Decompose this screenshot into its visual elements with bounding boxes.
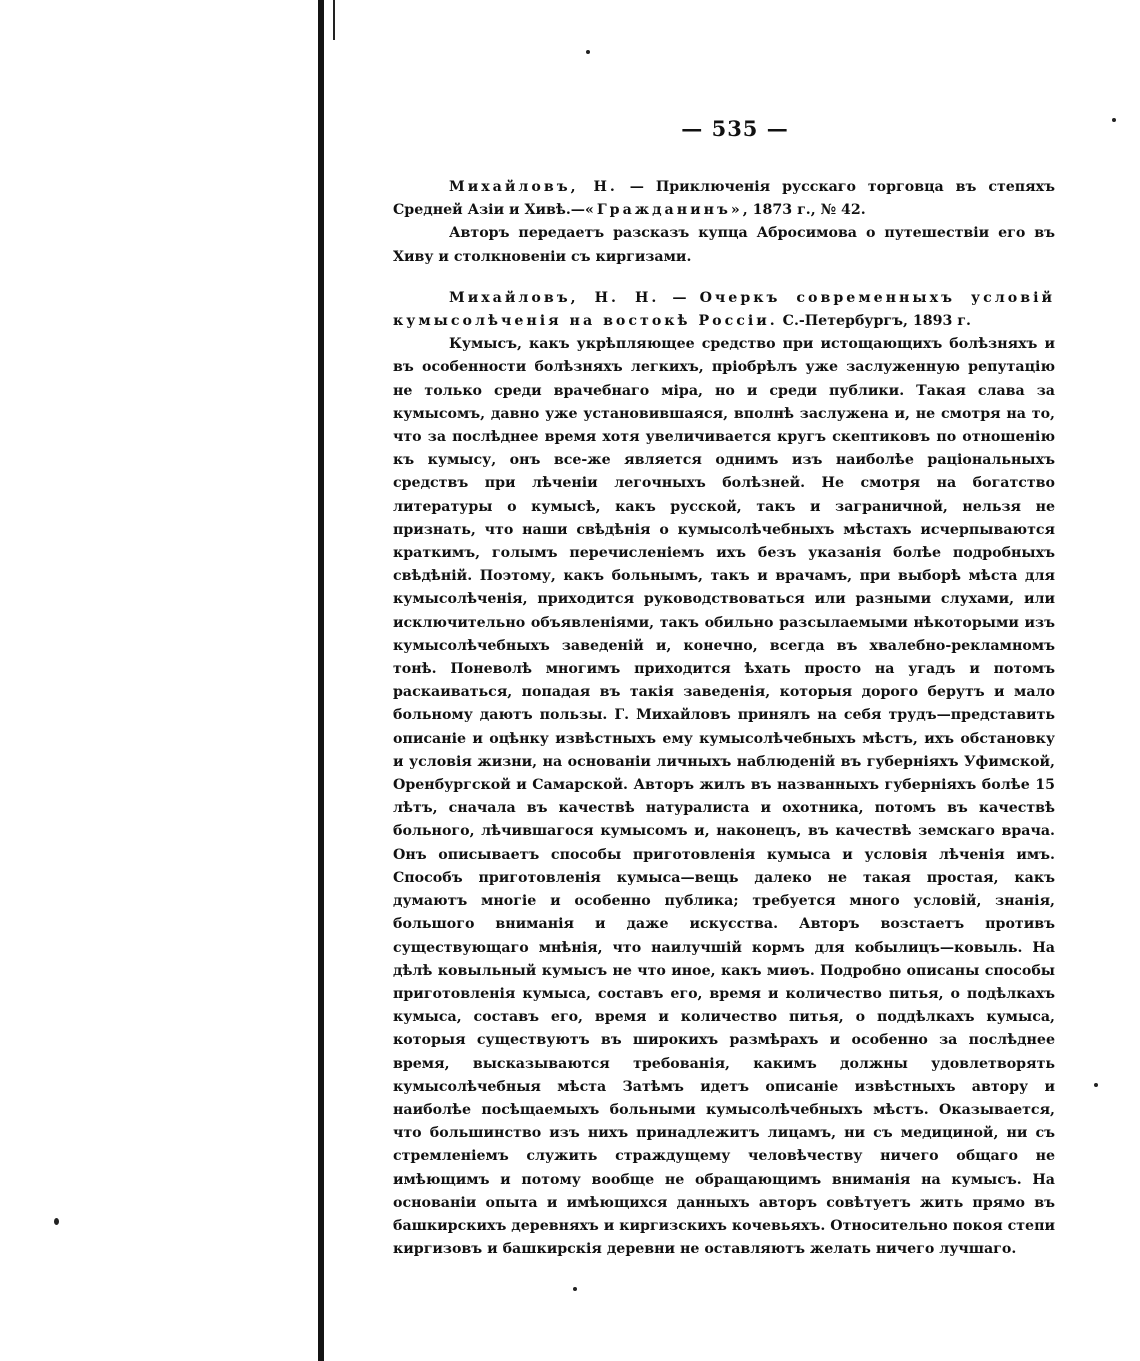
entry-details: , 1873 г., № 42.	[742, 202, 866, 219]
bibliography-entry	[393, 287, 1055, 1262]
scan-speck	[1112, 118, 1116, 122]
entry-dash: —	[617, 179, 656, 195]
binding-mark	[333, 0, 335, 40]
scan-speck	[54, 1218, 59, 1225]
scan-speck	[1094, 1083, 1098, 1087]
entry-abstract: Авторъ передаетъ разсказъ купца Абросимова о путешествіи его въ Хиву и столкновеніи съ киргизами.	[393, 225, 1055, 265]
binding-edge	[318, 0, 324, 1361]
entry-citation	[393, 287, 1055, 333]
bibliography-entry	[393, 176, 1055, 269]
entry-title: Приключенія русскаго торговца въ степяхъ Средней Азіи и Хивѣ.	[393, 179, 1055, 219]
scan-speck	[586, 50, 590, 54]
entry-dash: —	[659, 289, 700, 306]
entry-source-sep: —	[570, 202, 585, 219]
entry-citation	[393, 176, 1055, 222]
entry-title: Очеркъ современныхъ условій кумысолѣченія на востокѣ Россіи.	[393, 289, 1055, 330]
entry-author: Михайловъ, Н. Н.	[449, 289, 660, 306]
page-number: — 535 —	[681, 116, 789, 141]
bibliography-column	[393, 176, 1055, 1261]
entry-details: С.-Петербургъ, 1893 г.	[777, 313, 971, 330]
entry-abstract: Кумысъ, какъ укрѣпляющее средство при истощающихъ болѣзняхъ и въ особенности болѣзняхъ легкихъ, пріобрѣлъ уже заслуженную репутацію не только среди врачебнаго міра, но и среди публики. Такая слава за кумысомъ, давно уже установившаяся, вполнѣ заслужена и, не смотря на то, что за послѣднее время хотя увеличивается кругъ скептиковъ по отношенію къ кумысу, онъ все-же является однимъ изъ наиболѣе раціональныхъ средствъ при лѣченіи легочныхъ болѣзней. Не смотря на богатство литературы о кумысѣ, какъ русской, такъ и заграничной, нельзя не признать, что наши свѣдѣнія о кумысолѣчебныхъ мѣстахъ исчерпываются краткимъ, голымъ перечисленіемъ ихъ безъ указанія болѣе подробныхъ свѣдѣній. Поэтому, какъ больнымъ, такъ и врачамъ, при выборѣ мѣста для кумысолѣченія, приходится руководствоваться или разными слухами, или исключительно объявленіями, такъ обильно разсылаемыми нѣкоторыми изъ кумысолѣчебныхъ заведеній и, конечно, всегда въ хвалебно-рекламномъ тонѣ. Поневолѣ многимъ приходится ѣхать просто на угадъ и потомъ раскаиваться, попадая въ такія заведенія, которыя дорого берутъ и мало больному даютъ пользы. Г. Михайловъ принялъ на себя трудъ—представить описаніе и оцѣнку извѣстныхъ ему кумысолѣчебныхъ мѣстъ, ихъ обстановку и условія жизни, на основаніи личныхъ наблюденій въ губерніяхъ Уфимской, Оренбургской и Самарской. Авторъ жилъ въ названныхъ губерніяхъ болѣе 15 лѣтъ, сначала въ качествѣ натуралиста и охотника, потомъ въ качествѣ больного, лѣчившагося кумысомъ и, наконецъ, въ качествѣ земскаго врача. Онъ описываетъ способы приготовленія кумыса и условія лѣченія имъ. Способъ приготовленія кумыса—вещь далеко не такая простая, какъ думаютъ многіе и особенно публика; требуется много условій, знанія, большого вниманія и даже искусства. Авторъ возстаетъ противъ существующаго мнѣнія, что наилучшій кормъ для кобылицъ—ковыль. На дѣлѣ ковыльный кумысъ не что иное, какъ миѳъ. Подробно описаны способы приготовленія кумыса, составъ его, время и количество питья, о подѣлкахъ кумыса, составъ его, время и количество питья, о поддѣлкахъ кумыса, которыя существуютъ въ широкихъ размѣрахъ и особенно за послѣднее время, высказываются требованія, какимъ должны удовлетворять кумысолѣчебныя мѣста Затѣмъ идетъ описаніе извѣстныхъ автору и наиболѣе посѣщаемыхъ больными кумысолѣчебныхъ мѣстъ. Оказывается, что большинство изъ нихъ принадлежитъ лицамъ, ни съ медициной, ни съ стремленіемъ служить страждущему человѣчеству ничего общаго не имѣющимъ и потому вообще не обращающимъ вниманія на кумысъ. На основаніи опыта и имѣющихся данныхъ авторъ совѣтуетъ жить прямо въ башкирскихъ деревняхъ и киргизскихъ кочевьяхъ. Относительно покоя степи киргизовъ и башкирскія деревни не оставляютъ желать ничего лучшаго.	[393, 336, 1055, 1258]
scan-speck	[573, 1287, 577, 1291]
entry-author: Михайловъ, Н.	[449, 179, 618, 195]
entry-source: «Гражданинъ»	[584, 202, 743, 219]
